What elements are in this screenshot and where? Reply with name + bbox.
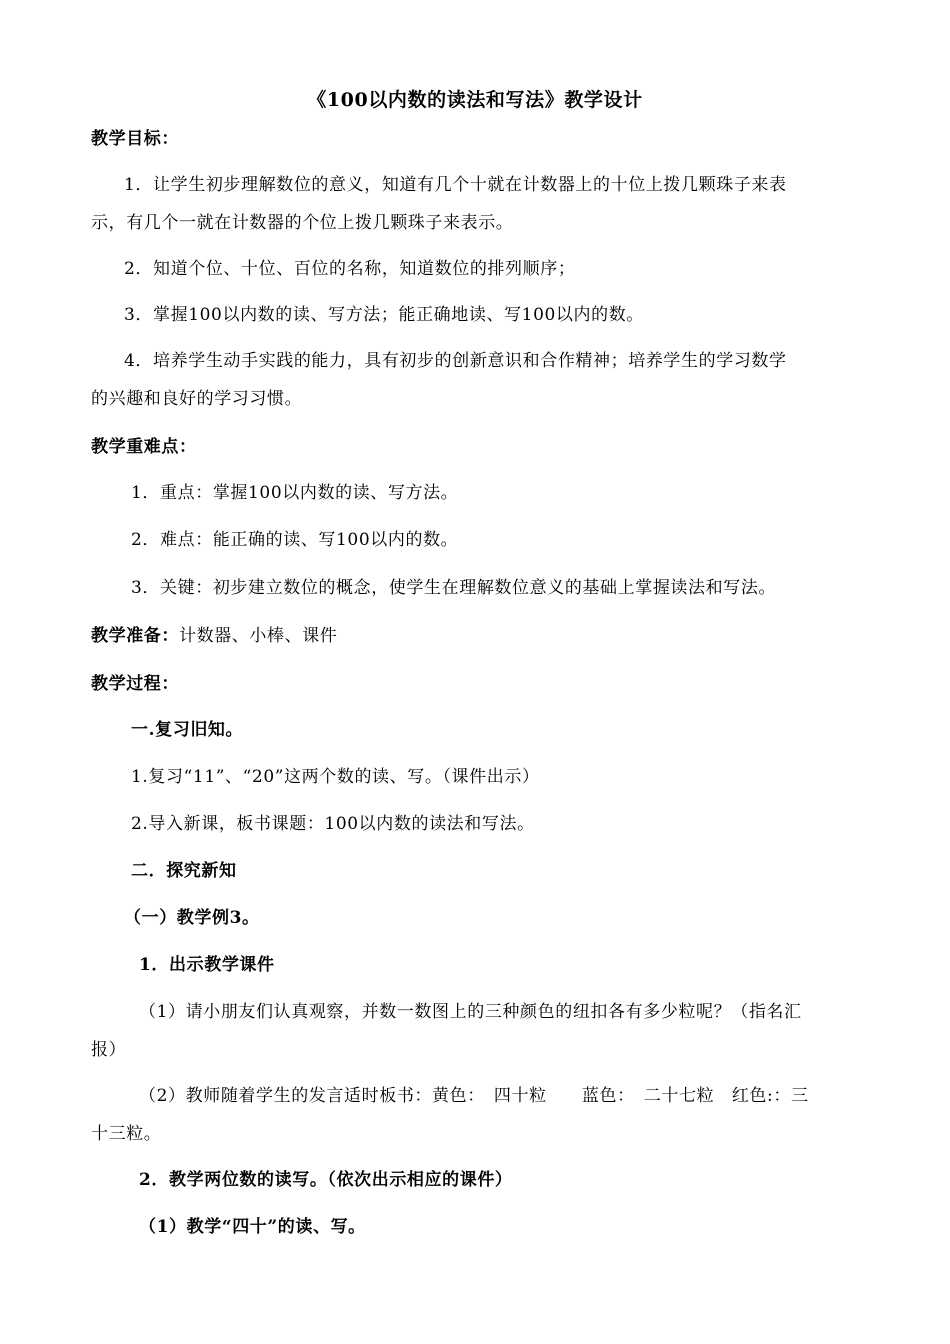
goal-4-line2: 的兴趣和良好的学习习惯。 <box>91 389 303 409</box>
preparation-line <box>91 624 337 648</box>
key-point-3: 3．关键：初步建立数位的概念，使学生在理解数位意义的基础上掌握读法和写法。 <box>131 578 777 598</box>
goal-1-line1: 1．让学生初步理解数位的意义，知道有几个十就在计数器上的十位上拨几颗珠子来表 <box>124 175 787 195</box>
section-1-heading: 一.复习旧知。 <box>131 720 244 740</box>
process-heading: 教学过程： <box>91 674 179 694</box>
review-step-1: 1.复习“11”、“20”这两个数的读、写。（课件出示） <box>131 767 540 787</box>
goal-3: 3．掌握100以内数的读、写方法；能正确地读、写100以内的数。 <box>124 305 644 325</box>
step-1a-line2: 报） <box>91 1040 127 1060</box>
key-points-heading: 教学重难点： <box>91 437 197 457</box>
step-1-heading: 1．出示教学课件 <box>139 955 275 975</box>
preparation-text: 计数器、小棒、课件 <box>179 626 338 646</box>
goals-heading: 教学目标： <box>91 129 179 149</box>
step-2-heading: 2．教学两位数的读写。（依次出示相应的课件） <box>139 1170 513 1190</box>
step-2a-heading: （1）教学“四十”的读、写。 <box>139 1217 366 1237</box>
goal-2: 2．知道个位、十位、百位的名称，知道数位的排列顺序； <box>124 259 576 279</box>
key-point-1: 1．重点：掌握100以内数的读、写方法。 <box>131 483 459 503</box>
step-1b-line1: （2）教师随着学生的发言适时板书：黄色： 四十粒 蓝色： 二十七粒 红色:：三 <box>139 1086 809 1106</box>
goal-4-line1: 4．培养学生动手实践的能力，具有初步的创新意识和合作精神；培养学生的学习数学 <box>124 351 787 371</box>
preparation-heading: 教学准备： <box>91 626 179 646</box>
review-step-2: 2.导入新课，板书课题：100以内数的读法和写法。 <box>131 814 535 834</box>
step-1a-line1: （1）请小朋友们认真观察，并数一数图上的三种颜色的纽扣各有多少粒呢？（指名汇 <box>139 1002 802 1022</box>
step-1b-line2: 十三粒。 <box>91 1124 162 1144</box>
document-title: 《100以内数的读法和写法》教学设计 <box>307 89 643 111</box>
subsection-1-heading: （一）教学例3。 <box>124 908 260 928</box>
goal-1-line2: 示，有几个一就在计数器的个位上拨几颗珠子来表示。 <box>91 213 514 233</box>
section-2-heading: 二．探究新知 <box>131 861 237 881</box>
key-point-2: 2．难点：能正确的读、写100以内的数。 <box>131 530 459 550</box>
